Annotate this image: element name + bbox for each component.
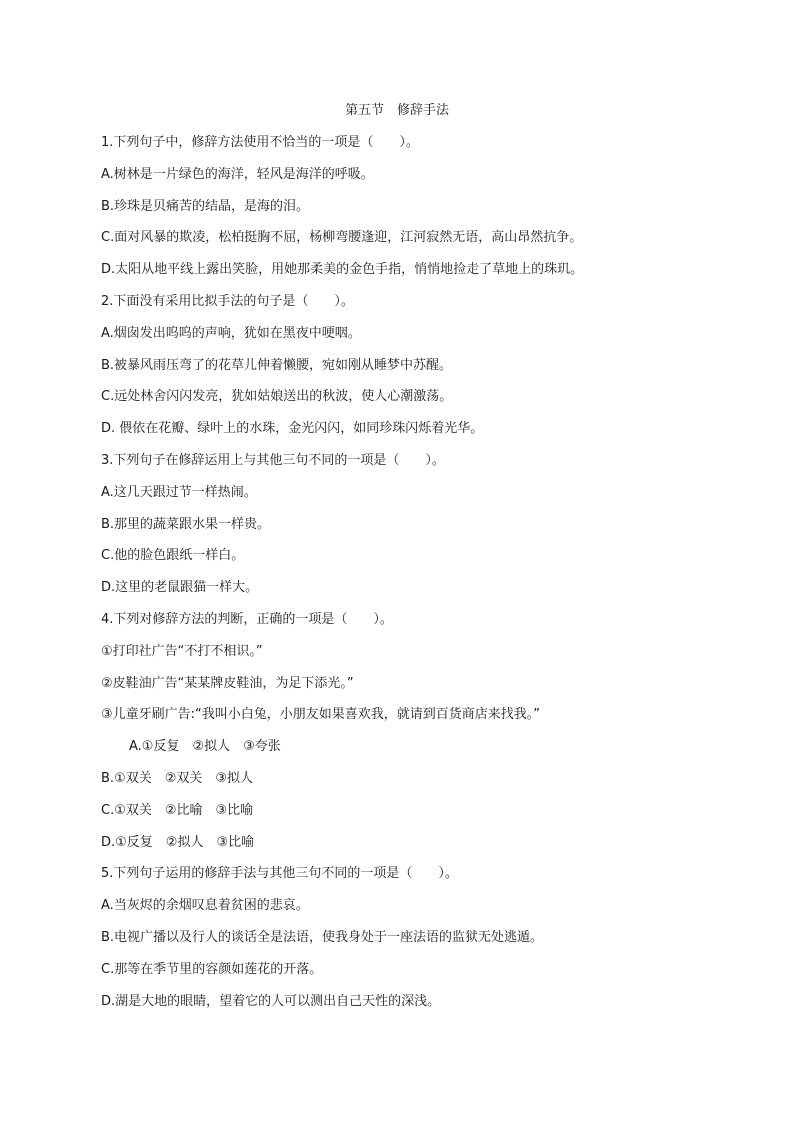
question-list (101, 133, 721, 1023)
question-5-option-a: A.当灰烬的余烟叹息着贫困的悲哀。 (101, 898, 309, 914)
question-3-stem: 3.下列句子在修辞运用上与其他三句不同的一项是（ ）。 (101, 452, 445, 468)
question-1-option-b: B.珍珠是贝痛苦的结晶，是海的泪。 (101, 198, 310, 214)
question-2-option-a: A.烟囱发出呜呜的声响，犹如在黑夜中哽咽。 (101, 325, 361, 341)
question-2-option-c: C.远处林舍闪闪发亮，犹如姑娘送出的秋波，使人心潮激荡。 (101, 389, 453, 405)
question-3-option-a: A.这几天跟过节一样热闹。 (101, 484, 257, 500)
question-3-option-d: D.这里的老鼠跟猫一样大。 (101, 580, 259, 596)
question-1-option-c: C.面对风暴的欺凌，松柏挺胸不屈，杨柳弯腰逢迎，江河寂然无语，高山昂然抗争。 (101, 230, 583, 246)
question-4-option-a: A.①反复 ②拟人 ③夸张 (129, 739, 281, 755)
question-4-option-d: D.①反复 ②拟人 ③比喻 (101, 834, 255, 850)
question-1-stem: 1.下列句子中，修辞方法使用不恰当的一项是（ ）。 (101, 135, 419, 150)
section-title: 第五节 修辞手法 (344, 103, 449, 118)
question-4-item-1: ①打印社广告“不打不相识。” (101, 643, 263, 659)
question-3-option-b: B.那里的蔬菜跟水果一样贵。 (101, 516, 271, 532)
question-3-option-c: C.他的脸色跟纸一样白。 (101, 548, 245, 564)
question-2-option-d: D. 偎依在花瓣、绿叶上的水珠，金光闪闪，如同珍珠闪烁着光华。 (101, 421, 484, 437)
question-5-option-b: B.电视广播以及行人的谈话全是法语，使我身处于一座法语的监狱无处逃遁。 (101, 929, 544, 945)
question-1-option-d: D.太阳从地平线上露出笑脸，用她那柔美的金色手指，悄悄地捡走了草地上的珠玑。 (101, 262, 584, 278)
question-4-item-3: ③儿童牙刷广告:“我叫小白兔，小朋友如果喜欢我，就请到百货商店来找我。” (101, 707, 541, 723)
question-4-option-b: B.①双关 ②双关 ③拟人 (101, 770, 254, 786)
question-1-option-a: A.树林是一片绿色的海洋，轻风是海洋的呼吸。 (101, 166, 374, 182)
question-4-stem: 4.下列对修辞方法的判断，正确的一项是（ ）。 (101, 611, 393, 627)
question-5-option-d: D.湖是大地的眼睛，望着它的人可以测出自己天性的深浅。 (101, 993, 441, 1009)
question-4-option-c: C.①双关 ②比喻 ③比喻 (101, 802, 254, 818)
question-5-stem: 5.下列句子运用的修辞手法与其他三句不同的一项是（ ）。 (101, 866, 458, 882)
question-5-option-c: C.那等在季节里的容颜如莲花的开落。 (101, 961, 323, 977)
question-4-item-2: ②皮鞋油广告“某某牌皮鞋油，为足下添光。” (101, 675, 354, 691)
question-2-option-b: B.被暴风雨压弯了的花草儿伸着懒腰，宛如刚从睡梦中苏醒。 (101, 357, 453, 373)
question-2-stem: 2.下面没有采用比拟手法的句子是（ ）。 (101, 293, 354, 309)
